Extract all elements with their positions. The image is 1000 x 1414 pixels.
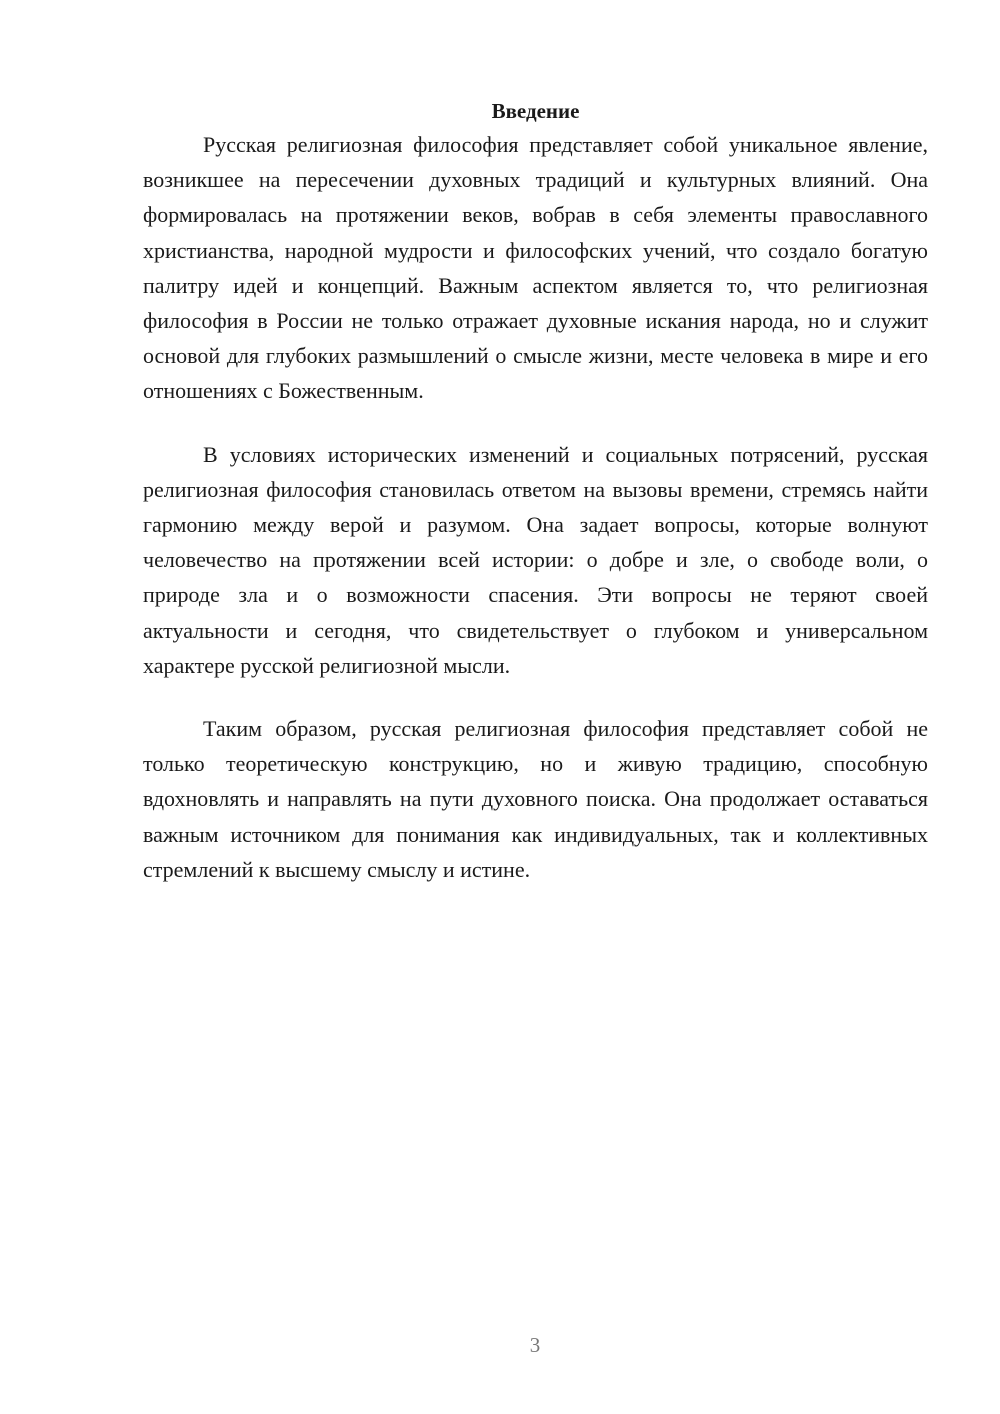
page-content xyxy=(143,95,928,915)
paragraph-2: В условиях исторических изменений и социальных потрясений, русская религиозная философия становилась ответом на вызовы времени, стремясь найти гармонию между верой и разумом. Она задает вопросы, которые волнуют человечество на протяжении всей истории: о добре и зле, о свободе воли, о природе зла и о возможности спасения. Эти вопросы не теряют своей актуальности и сегодня, что свидетельствует о глубоком и универсальном характере русской религиозной мысли. xyxy=(143,441,928,678)
paragraph-1: Русская религиозная философия представляет собой уникальное явление, возникшее на пересечении духовных традиций и культурных влияний. Она формировалась на протяжении веков, вобрав в себя элементы православного христианства, народной мудрости и философских учений, что создало богатую палитру идей и концепций. Важным аспектом является то, что религиозная философия в России не только отражает духовные искания народа, но и служит основой для глубоких размышлений о смысле жизни, месте человека в мире и его отношениях с Божественным. xyxy=(143,132,928,404)
paragraph-3: Таким образом, русская религиозная философия представляет собой не только теоретическую конструкцию, но и живую традицию, способную вдохновлять и направлять на пути духовного поиска. Она продолжает оставаться важным источником для понимания как индивидуальных, так и коллективных стремлений к высшему смыслу и истине. xyxy=(143,716,928,882)
page-number: 3 xyxy=(529,1333,541,1357)
section-heading: Введение xyxy=(491,99,580,123)
